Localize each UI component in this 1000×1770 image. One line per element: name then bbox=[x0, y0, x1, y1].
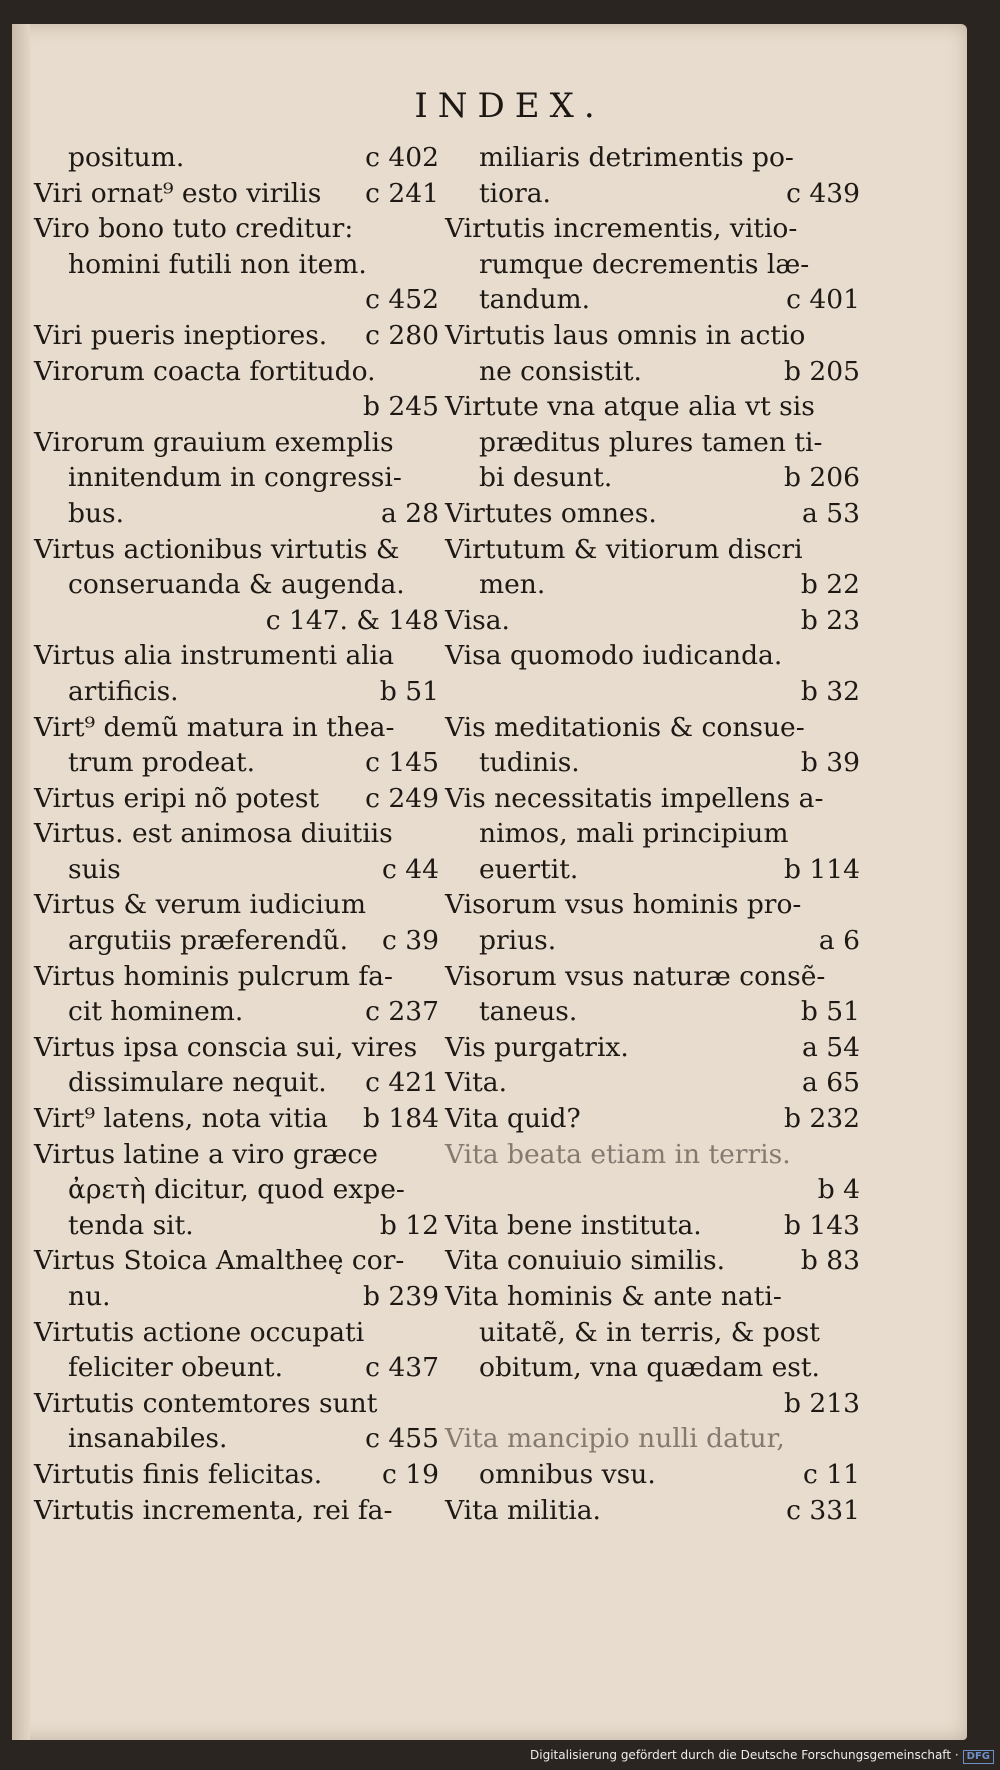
index-entry-line bbox=[34, 567, 439, 603]
entry-text: Virtutis incrementa, rei fa- bbox=[34, 1494, 393, 1526]
book-page bbox=[12, 24, 967, 1740]
entry-text: artificis. bbox=[68, 675, 179, 707]
page-reference: c 331 bbox=[786, 1494, 860, 1526]
entry-text: Virtus alia instrumenti alia bbox=[34, 640, 395, 672]
entry-text: Virtus & verum iudicium bbox=[34, 889, 367, 921]
entry-text: Visorum vsus hominis pro- bbox=[445, 889, 802, 921]
index-entry-line bbox=[34, 496, 439, 532]
index-entry-line bbox=[34, 354, 439, 390]
index-entry-line bbox=[34, 1457, 439, 1493]
entry-text: Virorum coacta fortitudo. bbox=[34, 355, 376, 387]
entry-text: Viro bono tuto creditur: bbox=[34, 213, 354, 245]
index-entry-line bbox=[34, 1493, 439, 1529]
digitization-credit bbox=[0, 1748, 994, 1764]
index-entry-line bbox=[34, 852, 439, 888]
index-entry-line bbox=[445, 745, 860, 781]
entry-text: homini futili non item. bbox=[68, 248, 367, 280]
entry-text: Virtute vna atque alia vt sis bbox=[445, 391, 815, 423]
entry-text: Virtus latine a viro græce bbox=[34, 1138, 378, 1170]
index-entry-line bbox=[34, 994, 439, 1030]
entry-text: Virtutis finis felicitas. bbox=[34, 1458, 323, 1490]
entry-text: Vita militia. bbox=[445, 1494, 601, 1526]
index-entry-line bbox=[445, 176, 860, 212]
entry-text: Virtutis incrementis, vitio- bbox=[445, 213, 798, 245]
index-entry-line bbox=[34, 887, 439, 923]
page-reference: c 147. & 148 bbox=[265, 604, 439, 636]
entry-text: Virtutum & vitiorum discri bbox=[445, 533, 803, 565]
index-entry-line bbox=[445, 710, 860, 746]
entry-text: nu. bbox=[68, 1281, 111, 1312]
index-entry-line bbox=[445, 603, 860, 639]
index-entry-line bbox=[445, 674, 860, 710]
index-entry-line bbox=[445, 1386, 860, 1422]
index-entry-line bbox=[34, 1315, 439, 1351]
index-entry-line bbox=[34, 1421, 439, 1457]
entry-text: prius. bbox=[479, 925, 557, 957]
page-reference: b 51 bbox=[800, 996, 860, 1028]
page-reference: b 51 bbox=[379, 675, 439, 707]
entry-text: Virtus eripi nõ potest bbox=[34, 782, 320, 814]
credit-text: Digitalisierung gefördert durch die Deutsche Forschungsgemeinschaft · bbox=[530, 1748, 959, 1762]
index-entry-line bbox=[34, 816, 439, 852]
entry-text: euertit. bbox=[479, 853, 579, 885]
page-reference: b 23 bbox=[800, 604, 860, 636]
page-reference: b 32 bbox=[800, 675, 860, 707]
index-entry-line bbox=[34, 1172, 439, 1208]
page-reference: c 421 bbox=[365, 1067, 439, 1099]
index-entry-line bbox=[445, 959, 860, 995]
index-entry-line bbox=[34, 1386, 439, 1422]
page-reference: a 65 bbox=[802, 1067, 860, 1099]
page-reference: b 39 bbox=[800, 747, 860, 779]
index-entry-line bbox=[445, 1065, 860, 1101]
entry-text: Virtus. est animosa diuitiis bbox=[34, 818, 393, 850]
page-reference: c 11 bbox=[803, 1458, 860, 1490]
entry-text: Virtutis contemtores sunt bbox=[34, 1387, 378, 1419]
index-entry-line bbox=[445, 816, 860, 852]
entry-text: Visorum vsus naturæ consẽ- bbox=[445, 960, 826, 992]
entry-text: Vita mancipio nulli datur, bbox=[445, 1423, 785, 1455]
index-entry-line bbox=[445, 282, 860, 318]
entry-text: conseruanda & augenda. bbox=[68, 569, 405, 601]
index-entry-line bbox=[34, 603, 439, 639]
index-entry-line bbox=[34, 140, 439, 176]
index-entry-line bbox=[445, 1208, 860, 1244]
entry-text: Vita beata etiam in terris. bbox=[445, 1138, 791, 1170]
entry-text: Vita hominis & ante nati- bbox=[445, 1281, 782, 1312]
page-reference: c 437 bbox=[365, 1352, 439, 1384]
index-entry-line bbox=[34, 1030, 439, 1066]
entry-text: Virtutes omnes. bbox=[445, 497, 657, 529]
page-reference: c 237 bbox=[365, 996, 439, 1028]
page-reference: b 205 bbox=[784, 355, 860, 387]
entry-text: Virtus Stoica Amaltheę cor- bbox=[34, 1245, 405, 1277]
index-entry-line bbox=[34, 1137, 439, 1173]
index-entry-line bbox=[34, 211, 439, 247]
index-entry-line bbox=[445, 1030, 860, 1066]
index-entry-line bbox=[34, 1279, 439, 1315]
entry-text: Viri ornat⁹ esto virilis bbox=[34, 177, 322, 209]
entry-text: nimos, mali principium bbox=[479, 818, 789, 850]
page-reference: c 439 bbox=[786, 177, 860, 209]
entry-text: Virtutis actione occupati bbox=[34, 1316, 365, 1348]
page-reference: c 280 bbox=[365, 319, 439, 351]
index-entry-line bbox=[445, 1457, 860, 1493]
index-entry-line bbox=[34, 1065, 439, 1101]
entry-text: suis bbox=[68, 853, 121, 885]
entry-text: trum prodeat. bbox=[68, 747, 256, 779]
entry-text: omnibus vsu. bbox=[479, 1458, 656, 1490]
entry-text: rumque decrementis læ- bbox=[479, 248, 810, 280]
page-reference: a 6 bbox=[818, 925, 860, 957]
index-entry-line bbox=[445, 852, 860, 888]
page-reference: b 83 bbox=[800, 1245, 860, 1277]
index-entry-line bbox=[445, 923, 860, 959]
index-entry-line bbox=[34, 176, 439, 212]
page-reference: c 241 bbox=[365, 177, 439, 209]
page-reference: b 206 bbox=[784, 462, 860, 494]
entry-text: taneus. bbox=[479, 996, 578, 1028]
index-entry-line bbox=[34, 745, 439, 781]
entry-text: innitendum in congressi- bbox=[68, 462, 402, 494]
entry-text: Viri pueris ineptiores. bbox=[34, 319, 328, 351]
index-entry-line bbox=[445, 567, 860, 603]
entry-text: positum. bbox=[68, 142, 185, 173]
index-entry-line bbox=[445, 496, 860, 532]
entry-text: feliciter obeunt. bbox=[68, 1352, 283, 1384]
entry-text: præditus plures tamen ti- bbox=[479, 426, 823, 458]
page-reference: b 245 bbox=[363, 391, 439, 423]
running-header: INDEX. bbox=[414, 86, 605, 126]
entry-text: Virt⁹ demũ matura in thea- bbox=[34, 711, 395, 743]
index-entry-line bbox=[34, 638, 439, 674]
index-entry-line bbox=[445, 1421, 860, 1457]
entry-text: men. bbox=[479, 569, 546, 601]
page-reference: b 114 bbox=[784, 853, 860, 885]
index-entry-line bbox=[445, 1493, 860, 1529]
page-reference: b 239 bbox=[363, 1281, 439, 1312]
entry-text: Visa. bbox=[445, 604, 510, 636]
entry-text: Vis purgatrix. bbox=[445, 1031, 629, 1063]
entry-text: dissimulare nequit. bbox=[68, 1067, 327, 1099]
index-entry-line bbox=[445, 425, 860, 461]
index-entry-line bbox=[34, 1243, 439, 1279]
entry-text: tenda sit. bbox=[68, 1209, 194, 1241]
index-entry-line bbox=[445, 460, 860, 496]
page-reference: c 249 bbox=[365, 782, 439, 814]
page-reference: c 401 bbox=[786, 284, 860, 316]
index-entry-line bbox=[445, 638, 860, 674]
index-entry-line bbox=[34, 282, 439, 318]
index-entry-line bbox=[445, 1315, 860, 1351]
page-reference: c 44 bbox=[382, 853, 439, 885]
entry-text: obitum, vna quædam est. bbox=[479, 1352, 820, 1384]
entry-text: ἀρετὴ dicitur, quod expe- bbox=[68, 1174, 405, 1206]
index-entry-line bbox=[445, 211, 860, 247]
entry-text: Vita. bbox=[445, 1067, 508, 1099]
entry-text: Vis necessitatis impellens a- bbox=[445, 782, 824, 814]
entry-text: bi desunt. bbox=[479, 462, 613, 494]
index-entry-line bbox=[34, 460, 439, 496]
index-entry-line bbox=[445, 1101, 860, 1137]
entry-text: cit hominem. bbox=[68, 996, 244, 1028]
entry-text: Vis meditationis & consue- bbox=[445, 711, 805, 743]
index-column-right bbox=[445, 140, 860, 1528]
index-entry-line bbox=[445, 247, 860, 283]
index-entry-line bbox=[34, 923, 439, 959]
index-entry-line bbox=[445, 1279, 860, 1315]
index-entry-line bbox=[34, 674, 439, 710]
index-entry-line bbox=[34, 318, 439, 354]
entry-text: tudinis. bbox=[479, 747, 580, 779]
entry-text: Virorum grauium exemplis bbox=[34, 426, 394, 458]
page-reference: c 19 bbox=[382, 1458, 439, 1490]
index-entry-line bbox=[445, 1243, 860, 1279]
page-reference: c 402 bbox=[365, 142, 439, 173]
index-entry-line bbox=[34, 425, 439, 461]
index-entry-line bbox=[445, 781, 860, 817]
index-entry-line bbox=[34, 389, 439, 425]
entry-text: tiora. bbox=[479, 177, 551, 209]
entry-text: Vita conuiuio similis. bbox=[445, 1245, 725, 1277]
dfg-logo: DFG bbox=[963, 1750, 994, 1764]
index-entry-line bbox=[34, 710, 439, 746]
entry-text: bus. bbox=[68, 497, 125, 529]
page-reference: c 452 bbox=[365, 284, 439, 316]
page-reference: b 184 bbox=[363, 1103, 439, 1135]
page-reference: c 455 bbox=[365, 1423, 439, 1455]
page-reference: b 213 bbox=[784, 1387, 860, 1419]
index-column-left bbox=[34, 140, 439, 1528]
index-entry-line bbox=[34, 781, 439, 817]
index-entry-line bbox=[445, 1137, 860, 1173]
page-reference: b 22 bbox=[800, 569, 860, 601]
entry-text: Vita bene instituta. bbox=[445, 1209, 702, 1241]
index-entry-line bbox=[445, 1350, 860, 1386]
entry-text: argutiis præferendũ. bbox=[68, 925, 349, 957]
index-entry-line bbox=[34, 1101, 439, 1137]
page-reference: a 54 bbox=[802, 1031, 860, 1063]
page-reference: b 12 bbox=[379, 1209, 439, 1241]
index-entry-line bbox=[34, 959, 439, 995]
page-reference: b 232 bbox=[784, 1103, 860, 1135]
page-reference: a 28 bbox=[381, 497, 439, 529]
index-entry-line bbox=[445, 532, 860, 568]
index-entry-line bbox=[445, 140, 860, 176]
index-entry-line bbox=[34, 532, 439, 568]
index-entry-line bbox=[445, 887, 860, 923]
entry-text: Virtutis laus omnis in actio bbox=[445, 319, 806, 351]
index-entry-line bbox=[445, 994, 860, 1030]
entry-text: miliaris detrimentis po- bbox=[479, 142, 794, 173]
index-entry-line bbox=[445, 354, 860, 390]
index-entry-line bbox=[445, 318, 860, 354]
index-entry-line bbox=[34, 1208, 439, 1244]
entry-text: Virtus ipsa conscia sui, vires bbox=[34, 1031, 418, 1063]
index-entry-line bbox=[445, 1172, 860, 1208]
entry-text: ne consistit. bbox=[479, 355, 642, 387]
page-reference: c 145 bbox=[365, 747, 439, 779]
page-reference: a 53 bbox=[802, 497, 860, 529]
entry-text: tandum. bbox=[479, 284, 591, 316]
page-reference: b 143 bbox=[784, 1209, 860, 1241]
index-entry-line bbox=[34, 1350, 439, 1386]
index-entry-line bbox=[34, 247, 439, 283]
entry-text: Visa quomodo iudicanda. bbox=[445, 640, 783, 672]
entry-text: Virt⁹ latens, nota vitia bbox=[34, 1103, 328, 1135]
page-reference: c 39 bbox=[382, 925, 439, 957]
index-entry-line bbox=[445, 389, 860, 425]
entry-text: uitatẽ, & in terris, & post bbox=[479, 1316, 820, 1348]
page-reference: b 4 bbox=[817, 1174, 860, 1206]
entry-text: Vita quid? bbox=[445, 1103, 581, 1135]
page-binding-edge bbox=[12, 24, 30, 1740]
entry-text: insanabiles. bbox=[68, 1423, 228, 1455]
entry-text: Virtus actionibus virtutis & bbox=[34, 533, 400, 565]
entry-text: Virtus hominis pulcrum fa- bbox=[34, 960, 393, 992]
